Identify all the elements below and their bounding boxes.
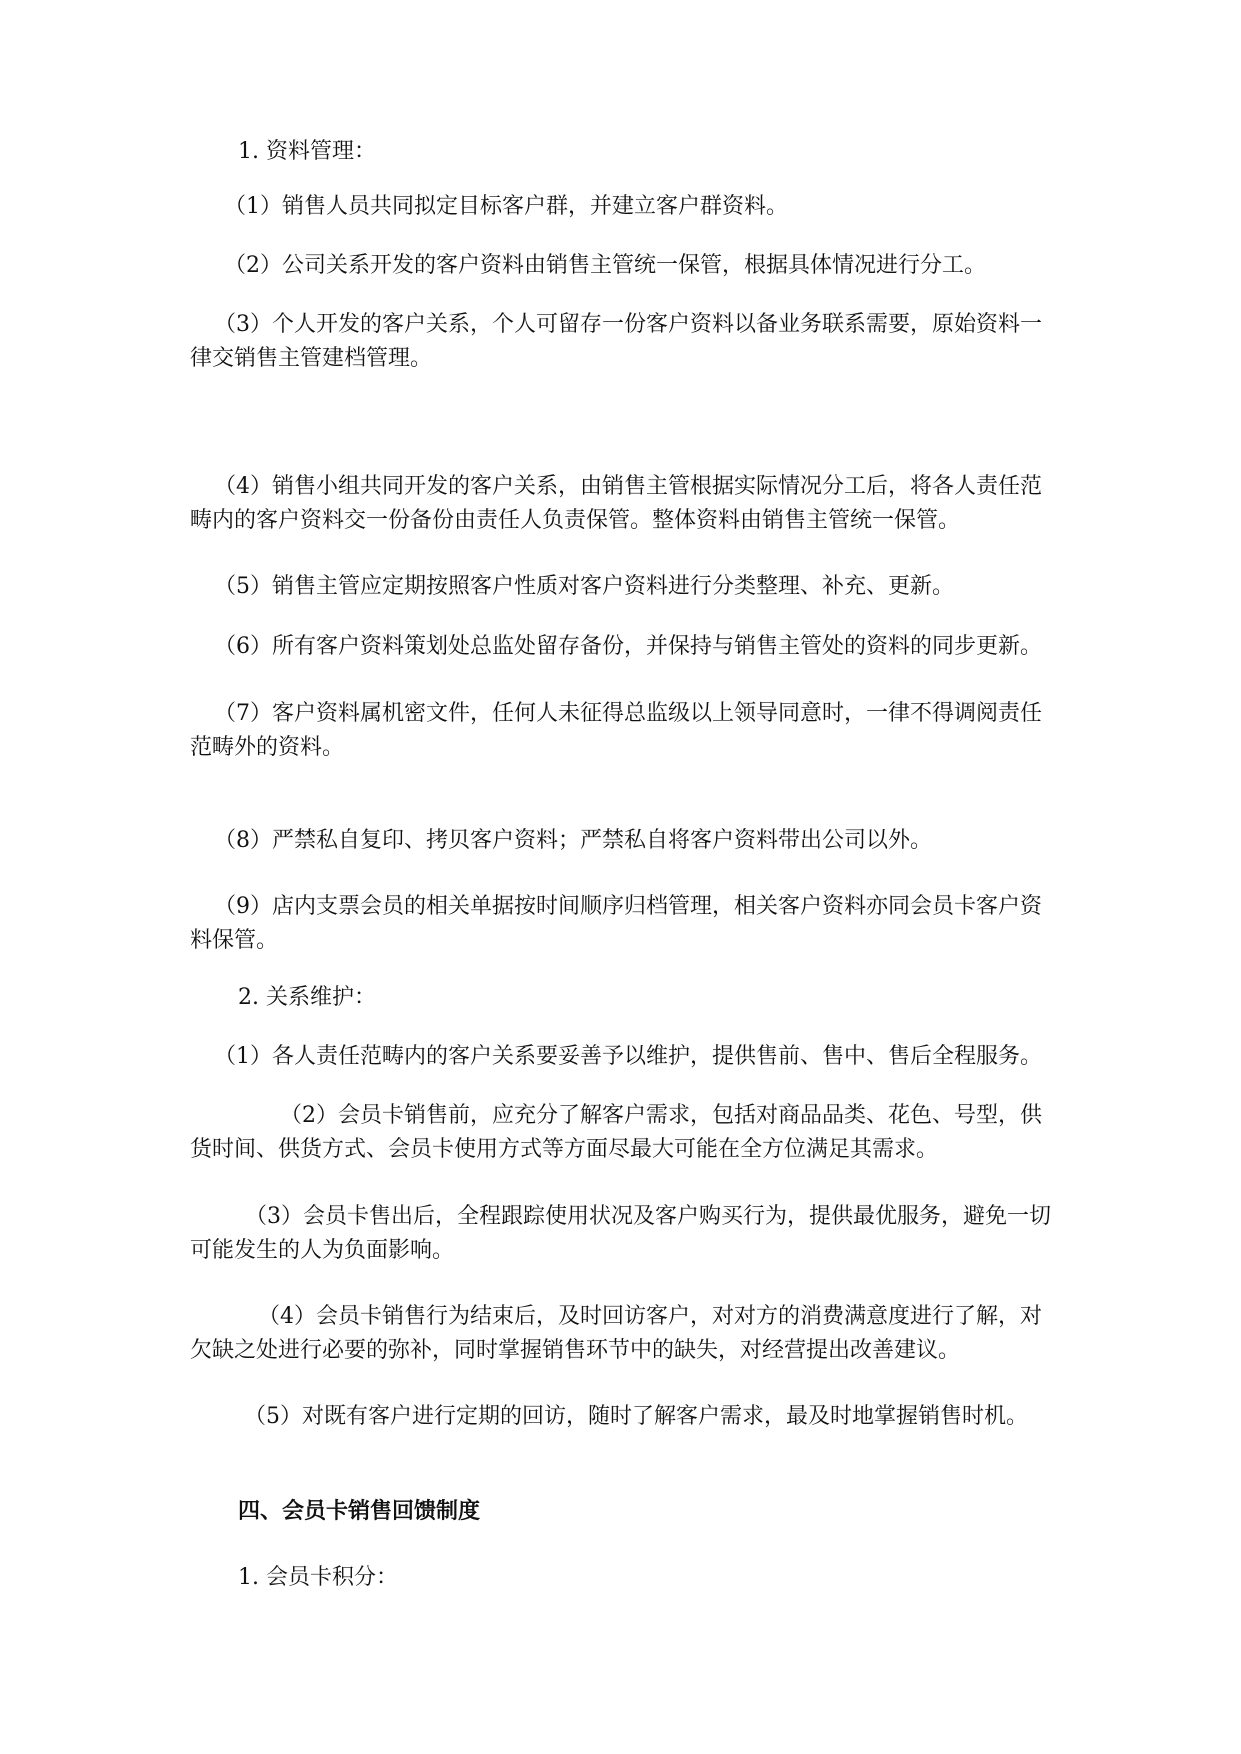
section-heading-relationship-maintenance: 2. 关系维护：: [238, 985, 376, 1010]
paragraph-2-5: （5）对既有客户进行定期的回访，随时了解客户需求，最及时地掌握销售时机。: [244, 1404, 1028, 1429]
paragraph-2-4: （4）会员卡销售行为结束后，及时回访客户，对对方的消费满意度进行了解，对欠缺之处进行必要的弥补，同时掌握销售环节中的缺失，对经营提出改善建议。: [190, 1304, 1042, 1363]
paragraph-1-2: （2）公司关系开发的客户资料由销售主管统一保管，根据具体情况进行分工。: [224, 253, 986, 278]
paragraph-1-6: （6）所有客户资料策划处总监处留存备份，并保持与销售主管处的资料的同步更新。: [214, 634, 1042, 659]
section-heading-membership-feedback: 四、会员卡销售回馈制度: [238, 1499, 481, 1524]
paragraph-1-3: （3）个人开发的客户关系，个人可留存一份客户资料以备业务联系需要，原始资料一律交销售主管建档管理。: [190, 312, 1042, 371]
paragraph-2-1: （1）各人责任范畴内的客户关系要妥善予以维护，提供售前、售中、售后全程服务。: [214, 1044, 1042, 1069]
paragraph-1-9: （9）店内支票会员的相关单据按时间顺序归档管理，相关客户资料亦同会员卡客户资料保管。: [190, 894, 1042, 953]
paragraph-1-4: （4）销售小组共同开发的客户关系，由销售主管根据实际情况分工后，将各人责任范畴内的客户资料交一份备份由责任人负责保管。整体资料由销售主管统一保管。: [190, 474, 1042, 533]
paragraph-1-8: （8）严禁私自复印、拷贝客户资料；严禁私自将客户资料带出公司以外。: [214, 828, 932, 853]
section-heading-data-management: 1. 资料管理：: [238, 139, 376, 164]
paragraph-1-5: （5）销售主管应定期按照客户性质对客户资料进行分类整理、补充、更新。: [214, 574, 954, 599]
sub-heading-membership-points: 1. 会员卡积分：: [238, 1565, 398, 1590]
paragraph-1-1: （1）销售人员共同拟定目标客户群，并建立客户群资料。: [224, 194, 788, 219]
paragraph-2-3: （3）会员卡售出后，全程跟踪使用状况及客户购买行为，提供最优服务，避免一切可能发生的人为负面影响。: [190, 1204, 1051, 1263]
paragraph-2-2: （2）会员卡销售前，应充分了解客户需求，包括对商品品类、花色、号型，供货时间、供货方式、会员卡使用方式等方面尽最大可能在全方位满足其需求。: [190, 1103, 1042, 1162]
paragraph-1-7: （7）客户资料属机密文件，任何人未征得总监级以上领导同意时，一律不得调阅责任范畴外的资料。: [190, 701, 1042, 760]
